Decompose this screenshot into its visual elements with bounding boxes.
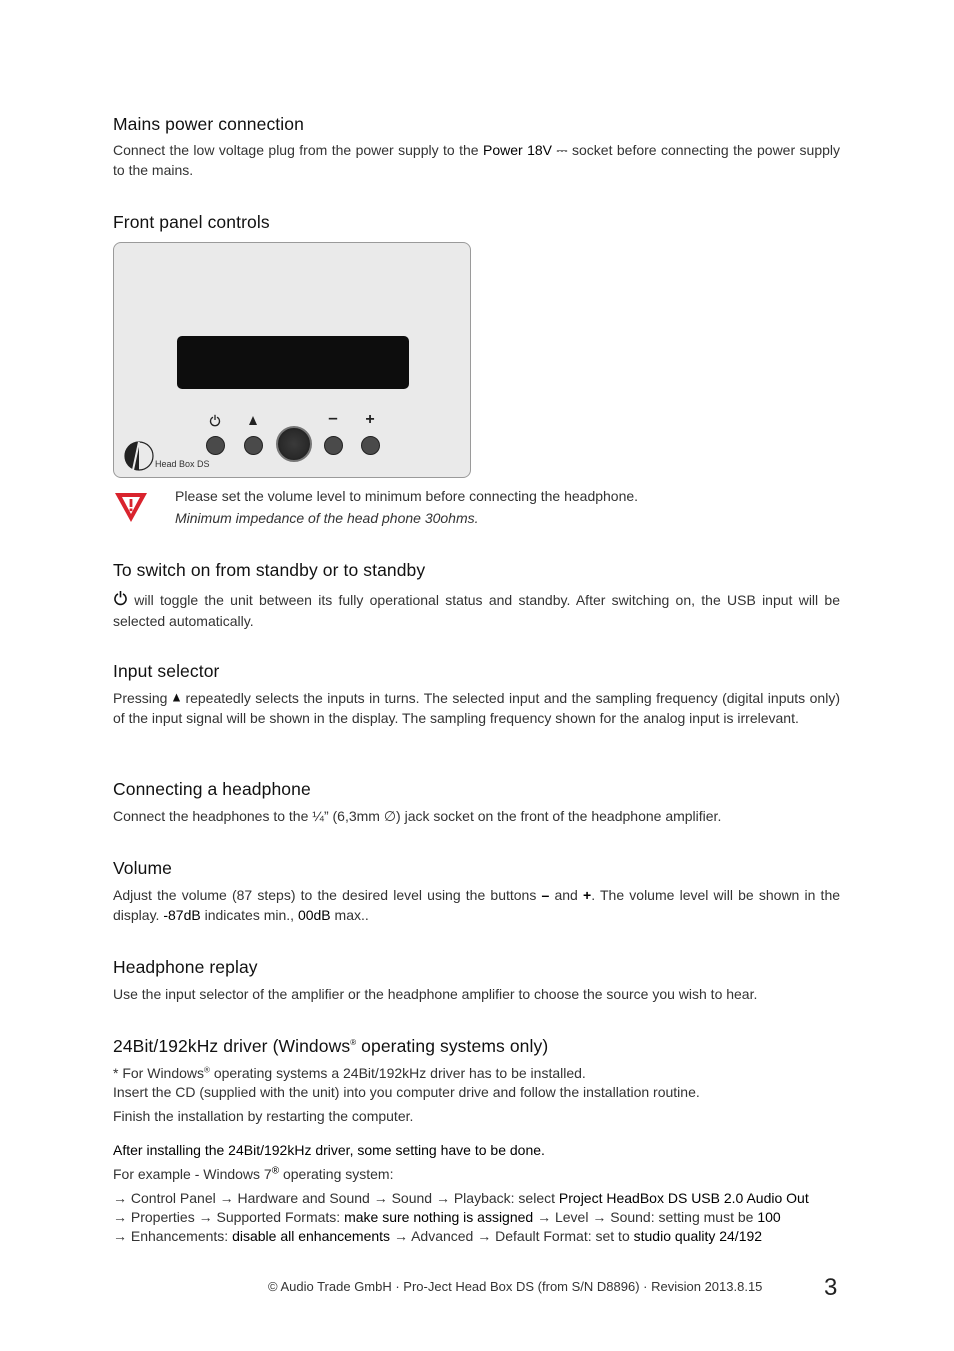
driver-text-part: operating system:: [279, 1166, 394, 1182]
registered-mark: ®: [271, 1165, 280, 1177]
panel-display: [177, 336, 409, 389]
volume-text-part: Adjust the volume (87 steps) to the desired level using the buttons: [113, 887, 537, 903]
driver-step-1: [113, 1189, 853, 1209]
page-number: 3: [824, 1274, 838, 1301]
headphone-text: Connect the headphones to the ¼” (6,3mm ∅) jack socket on the front of the headphone amplifier.: [113, 808, 722, 824]
mains-power-text: [113, 141, 840, 180]
volume-text: [113, 886, 840, 925]
replay-text: Use the input selector of the amplifier or the headphone amplifier to choose the source you wish to hear.: [113, 986, 758, 1002]
heading-connecting-headphone: Connecting a headphone: [113, 779, 311, 799]
front-panel-illustration: [113, 242, 471, 478]
volume-min-value: -87dB: [163, 906, 201, 923]
plus-label: +: [365, 411, 375, 428]
driver-step-value: Project HeadBox DS USB 2.0 Audio Out: [558, 1190, 809, 1206]
warning-icon: [113, 491, 149, 529]
input-select-button[interactable]: [244, 436, 263, 455]
registered-mark: ®: [204, 1065, 210, 1075]
driver-line-3: Finish the installation by restarting the computer.: [113, 1108, 414, 1124]
minus-label: –: [328, 408, 338, 427]
power-symbol-inline-icon: [113, 590, 128, 612]
page-footer: © Audio Trade GmbH · Pro-Ject Head Box DS (from S/N D8896) · Revision 2013.8.15: [268, 1279, 763, 1294]
heading-mains-power: Mains power connection: [113, 114, 304, 134]
plus-inline: +: [583, 887, 592, 903]
driver-step-text: → Properties → Supported Formats:: [113, 1209, 341, 1225]
heading-headphone-replay: Headphone replay: [113, 957, 258, 977]
warning-text: Please set the volume level to minimum before connecting the headphone.: [175, 488, 639, 504]
driver-step-text: → Advanced → Default Format: set to: [393, 1228, 630, 1244]
driver-step-2: [113, 1208, 853, 1228]
volume-down-button[interactable]: [324, 436, 343, 455]
input-selector-text-part: repeatedly selects the inputs in turns. The selected input and the sampling frequency (digital inputs only) of the input signal will be shown in the display. The sampling frequency shown for the analog input is irrelevant.: [113, 690, 840, 726]
heading-front-panel: Front panel controls: [113, 212, 270, 232]
driver-text-part: operating systems a 24Bit/192kHz driver has to be installed.: [209, 1065, 586, 1081]
heading-volume: Volume: [113, 858, 172, 878]
mains-text-part: socket before connecting the power supply to the mains.: [113, 142, 841, 178]
driver-line-2: Insert the CD (supplied with the unit) into you computer drive and follow the installation routine.: [113, 1084, 700, 1100]
driver-example: [113, 1165, 840, 1185]
volume-text-part: . The volume level will be shown in the display.: [113, 887, 841, 923]
driver-step-text: → Enhancements:: [113, 1228, 229, 1244]
input-arrow-inline-icon: [172, 689, 181, 709]
brand-logo-icon: [123, 440, 155, 477]
driver-heading-part: operating systems only): [356, 1036, 549, 1056]
heading-standby: To switch on from standby or to standby: [113, 560, 426, 580]
driver-step-value: studio quality 24/192: [633, 1228, 763, 1244]
driver-note: After installing the 24Bit/192kHz driver, some setting have to be done.: [113, 1142, 545, 1158]
driver-step-value: 100: [757, 1209, 781, 1225]
warning-impedance-text: Minimum impedance of the head phone 30ohms.: [175, 510, 479, 526]
volume-knob[interactable]: [276, 426, 312, 462]
volume-text-part: indicates min.,: [204, 906, 295, 923]
heading-driver: [113, 1036, 548, 1057]
driver-line-1: [113, 1064, 840, 1084]
driver-step-value: make sure nothing is assigned: [344, 1209, 534, 1225]
standby-text: [113, 590, 840, 631]
input-arrow-icon: [243, 414, 263, 429]
registered-mark: ®: [350, 1038, 357, 1048]
volume-up-button[interactable]: [361, 436, 380, 455]
driver-step-3: [113, 1227, 853, 1247]
input-selector-text-part: Pressing: [113, 690, 168, 706]
power-socket-label: Power 18V ⎓: [482, 142, 568, 158]
volume-max-value: 00dB: [297, 906, 331, 923]
minus-inline: –: [541, 887, 550, 903]
model-label: Head Box DS: [155, 459, 210, 469]
driver-heading-part: 24Bit/192kHz driver (Windows: [113, 1036, 351, 1056]
driver-step-value: disable all enhancements: [232, 1228, 391, 1244]
power-button[interactable]: [206, 436, 225, 455]
heading-input-selector: Input selector: [113, 661, 220, 681]
volume-text-part: and: [554, 887, 578, 903]
mains-text-part: Connect the low voltage plug from the power supply to the: [113, 142, 479, 158]
driver-step-text: → Control Panel → Hardware and Sound → Sound → Playback: select: [113, 1190, 556, 1206]
volume-text-part: max..: [334, 906, 369, 923]
input-selector-text: [113, 689, 840, 728]
standby-text-body: will toggle the unit between its fully operational status and standby. After switching on, the USB input will be selected automatically.: [113, 592, 840, 629]
driver-step-text: → Level → Sound: setting must be: [537, 1209, 754, 1225]
power-symbol-icon: [205, 414, 225, 430]
driver-text-part: * For Windows: [113, 1065, 205, 1081]
driver-text-part: For example - Windows 7: [113, 1166, 272, 1182]
